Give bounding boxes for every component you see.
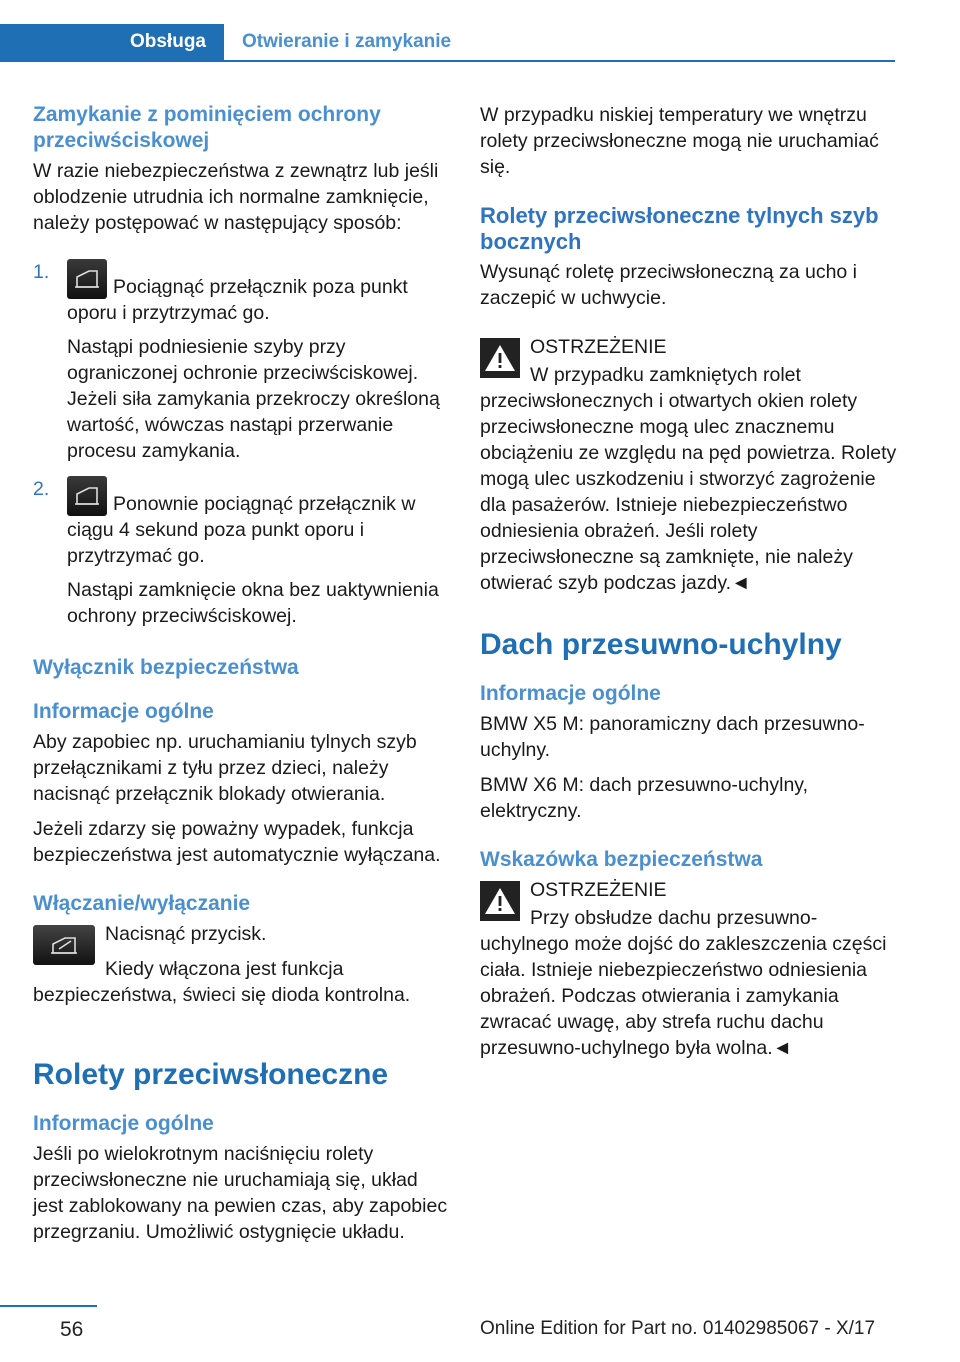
step-1-number: 1. [33, 261, 50, 283]
step-1 [33, 259, 451, 464]
heading-sun-blinds: Rolety przeciwsłoneczne [33, 1058, 389, 1091]
step-1-subtext: Nastąpi podniesienie szyby przy ograniczonej ochronie przeciwściskowej. Jeżeli siła zamykania przekroczy określoną wartość, wówczas nastąpi przerwanie procesu zamykania. [67, 336, 440, 462]
heading-closing-without-protection: Zamykanie z pominięciem ochrony przeciwściskowej [33, 103, 381, 152]
paragraph-low-temperature: W przypadku niskiej temperatury we wnętrzu rolety przeciwsłoneczne mogą nie uruchamiać się. [480, 104, 879, 178]
step-2 [33, 476, 451, 629]
window-switch-icon [67, 259, 107, 299]
warning-2-title: OSTRZEŻENIE [530, 879, 667, 901]
heading-safety-switch: Wyłącznik bezpieczeństwa [33, 656, 299, 679]
heading-sunroof: Dach przesuwno-uchylny [480, 628, 842, 661]
paragraph-info-1b: Jeżeli zdarzy się poważny wypadek, funkcja bezpieczeństwa jest automatycznie wyłączana. [33, 818, 441, 866]
step-2-text: Ponownie pociągnąć przełącznik w ciągu 4 sekund poza punkt oporu i przytrzymać go. [67, 493, 416, 567]
warning-1-text: W przypadku zamkniętych rolet przeciwsłonecznych i otwartych okien rolety przeciwsłoneczne mogą ulec znacznemu obciążeniu ze względu na pęd powietrza. Rolety mogą ulec uszkodzeniu i stworzyć zagrożenie dla pasażerów. Istnieje niebezpieczeństwo odniesienia obrażeń. Jeśli rolety przeciwsłoneczne są zamknięte, nie należy otwierać szyb podczas jazdy.◄ [480, 364, 897, 594]
paragraph-info-1a: Aby zapobiec np. uruchamianiu tylnych szyb przełącznikami z tyłu przez dzieci, należy nacisnąć przełącznik blokady otwierania. [33, 731, 417, 805]
paragraph-onoff-b: Kiedy włączona jest funkcja bezpieczeństwa, świeci się dioda kontrolna. [33, 958, 411, 1006]
step-1-text: Pociągnąć przełącznik poza punkt oporu i przytrzymać go. [67, 276, 408, 324]
heading-general-info-1: Informacje ogólne [33, 700, 214, 723]
footer-edition: Online Edition for Part no. 01402985067 - X/17 [480, 1318, 876, 1339]
paragraph-closing: W razie niebezpieczeństwa z zewnątrz lub jeśli oblodzenie utrudnia ich normalne zamknięcie, należy postępować w następujący sposób: [33, 160, 439, 234]
tab-otwieranie-i-zamykanie[interactable]: Otwieranie i zamykanie [242, 31, 452, 52]
paragraph-info-2: Jeśli po wielokrotnym naciśnięciu rolety przeciwsłoneczne nie uruchamiają się, układ jest zablokowany na pewien czas, aby zapobiec przegrzaniu. Umożliwić ostygnięcie układu. [33, 1143, 448, 1243]
warning-1-title: OSTRZEŻENIE [530, 336, 667, 358]
warning-icon [480, 338, 520, 378]
warning-icon [480, 881, 520, 921]
warning-2-text: Przy obsłudze dachu przesuwno-uchylnego może dojść do zakleszczenia części ciała. Istnieje niebezpieczeństwo odniesienia obrażeń. Podczas otwierania i zamykania zwracać uwagę, aby strefa ruchu dachu przesuwno-uchylnego była wolna.◄ [480, 907, 887, 1059]
step-2-line [67, 476, 451, 569]
right-column [480, 102, 898, 1070]
heading-general-info-3: Informacje ogólne [480, 682, 661, 705]
window-switch-icon [67, 476, 107, 516]
header-divider [0, 60, 895, 62]
paragraph-rear-side-blinds: Wysunąć roletę przeciwsłoneczną za ucho i zaczepić w uchwycie. [480, 261, 858, 309]
paragraph-x6m: BMW X6 M: dach przesuwno-uchylny, elektryczny. [480, 774, 809, 822]
heading-rear-side-blinds: Rolety przeciwsłoneczne tylnych szyb bocznych [480, 203, 879, 254]
lock-switch-button-icon [33, 925, 95, 965]
heading-safety-note: Wskazówka bezpieczeństwa [480, 848, 763, 871]
step-1-line [67, 259, 451, 326]
step-2-subtext: Nastąpi zamknięcie okna bez uaktywnienia ochrony przeciwściskowej. [67, 579, 439, 627]
paragraph-onoff-a: Nacisnąć przycisk. [105, 923, 267, 945]
left-column [33, 102, 451, 1254]
heading-general-info-2: Informacje ogólne [33, 1112, 214, 1135]
paragraph-x5m: BMW X5 M: panoramiczny dach przesuwno-uchylny. [480, 713, 865, 761]
page-header [0, 0, 895, 62]
footer-divider [0, 1305, 97, 1307]
page-number: 56 [60, 1318, 84, 1341]
heading-on-off: Włączanie/wyłączanie [33, 892, 251, 915]
tab-obsluga[interactable]: Obsługa [0, 24, 224, 60]
step-2-number: 2. [33, 478, 50, 500]
